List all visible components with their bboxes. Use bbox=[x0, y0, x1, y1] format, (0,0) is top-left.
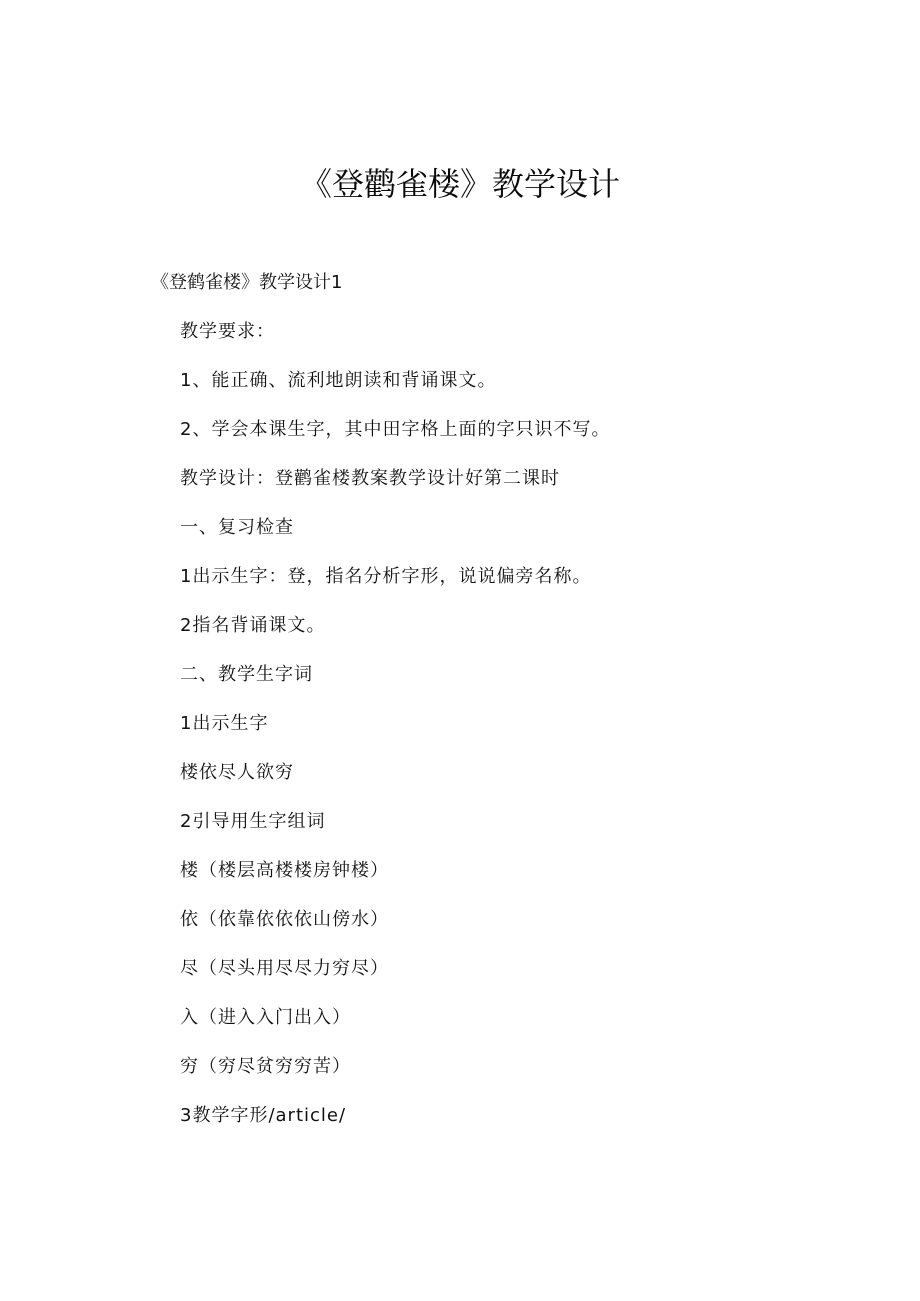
line-new-characters: 楼依尽人欲穷 bbox=[180, 762, 294, 783]
line-vocab-step-2: 2引导用生字组词 bbox=[180, 811, 326, 832]
line-review-step-1: 1出示生字：登，指名分析字形，说说偏旁名称。 bbox=[180, 566, 592, 587]
line-review-step-2: 2指名背诵课文。 bbox=[180, 615, 326, 636]
line-requirement-1: 1、能正确、流利地朗读和背诵课文。 bbox=[180, 370, 497, 391]
line-word-lou: 楼（楼层高楼楼房钟楼） bbox=[180, 860, 389, 881]
line-teaching-requirements: 教学要求： bbox=[180, 321, 275, 342]
document-body bbox=[180, 318, 880, 1151]
line-section-vocabulary: 二、教学生字词 bbox=[180, 664, 313, 685]
line-word-ru: 入（进入入门出入） bbox=[180, 1007, 351, 1028]
line-requirement-2: 2、学会本课生字，其中田字格上面的字只识不写。 bbox=[180, 419, 611, 440]
line-vocab-step-3: 3教学字形/article/ bbox=[180, 1105, 347, 1126]
section-heading: 《登鹤雀楼》教学设计1 bbox=[151, 272, 343, 293]
document-title: 《登鹳雀楼》教学设计 bbox=[299, 165, 620, 203]
line-teaching-design: 教学设计：登鹳雀楼教案教学设计好第二课时 bbox=[180, 468, 560, 489]
line-word-qiong: 穷（穷尽贫穷穷苦） bbox=[180, 1056, 351, 1077]
line-section-review: 一、复习检查 bbox=[180, 517, 294, 538]
line-vocab-step-1: 1出示生字 bbox=[180, 713, 269, 734]
line-word-yi: 依（依靠依依依山傍水） bbox=[180, 909, 389, 930]
line-word-jin: 尽（尽头用尽尽力穷尽） bbox=[180, 958, 389, 979]
